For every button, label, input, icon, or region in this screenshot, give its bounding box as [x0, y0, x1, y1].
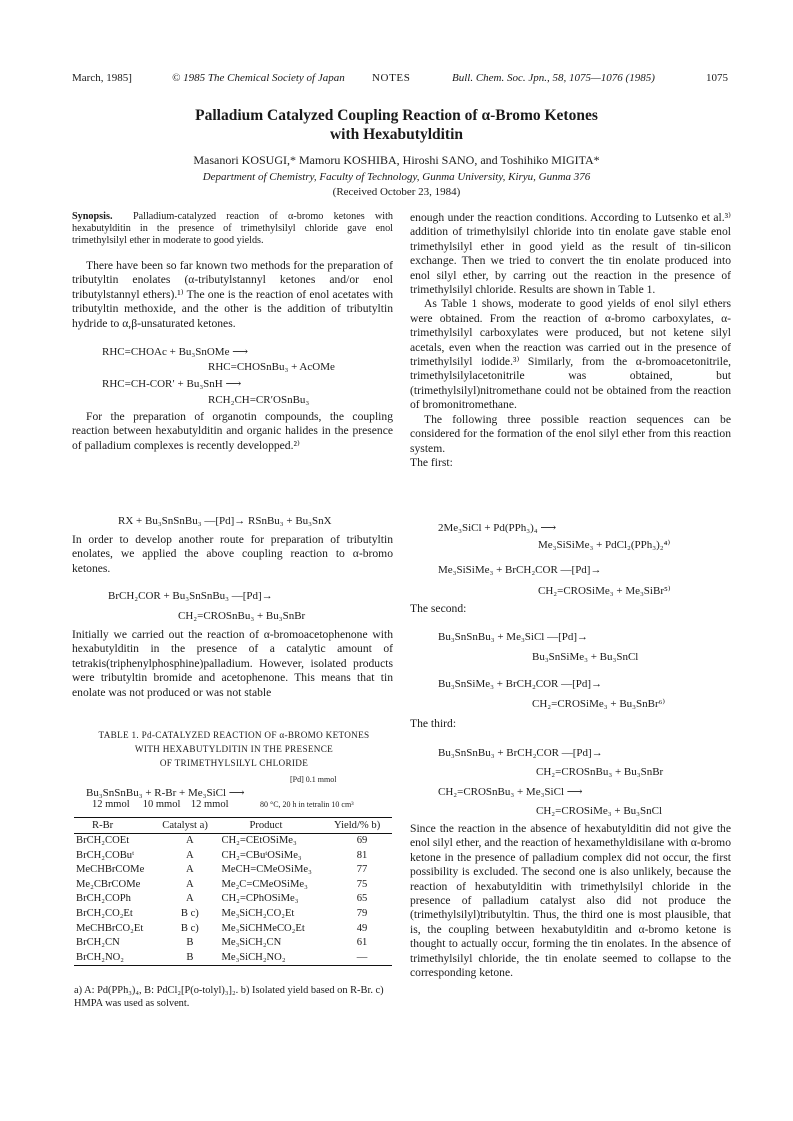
table-cell: 61: [356, 937, 368, 949]
table-caption-line2: WITH HEXABUTYLDITIN IN THE PRESENCE: [134, 744, 334, 754]
section-label: The second:: [410, 602, 467, 615]
table-cell: CH₂=CEtOSiMe₃: [221, 835, 297, 846]
equation: 2Me₃SiCl + Pd(PPh₃)₄ ⟶: [438, 522, 557, 534]
table-cell: 81: [356, 849, 368, 861]
paragraph: The following three possible reaction sequences can be considered for the formation of the enol silyl ether from this reaction system.: [410, 412, 731, 455]
table-cell: Me₃SiCHMeCO₂Et: [221, 922, 305, 934]
section-label: The first:: [410, 455, 453, 469]
left-column-mid: [72, 410, 393, 453]
paragraph: Since the reaction in the absence of hexabutylditin did not give the enol silyl ether, and the reaction of hexamethyldisilane with α-bromo ketone in the presence of palladium complex did not occur, the first possibility is excluded. The second one is also unlikely, because the reaction of hexabutylditin with trimethylsilyl chloride in the presence of palladium catalyst also did not produce the (trimethylsilyl)tributyltin. Thus, the third one is most plausible, that is, the coupling between hexabutylditin and α-bromo ketone is thought to actually occur, forming the tin enolates. In the absence of trimethylsilyl chloride, the tin enolate seemed to collapse to the corresponding ketone.: [410, 822, 731, 980]
table-caption-line3: OF TRIMETHYLSILYL CHLORIDE: [159, 758, 309, 768]
left-column-bottom: [72, 628, 393, 700]
results-table: [74, 817, 392, 966]
table-cell: —: [332, 951, 392, 966]
table-row: [74, 892, 392, 907]
table-cell: BrCH₂CO₂Et: [76, 907, 133, 919]
equation: BrCH₂COR + Bu₃SnSnBu₃ —[Pd]→: [108, 590, 273, 602]
table-header-row: [74, 818, 392, 834]
table-cell: BrCH₂COPh: [76, 893, 131, 905]
scheme-amounts: 12 mmol 10 mmol 12 mmol: [92, 799, 229, 810]
table-cell: A: [186, 835, 194, 846]
equation: Bu₃SnSnBu₃ + BrCH₂COR —[Pd]→: [438, 747, 603, 759]
equation: RHC=CHOSnBu₃ + AcOMe: [208, 361, 335, 373]
table-row: [74, 951, 392, 966]
table-cell: A: [186, 878, 194, 890]
table-cell: A: [186, 864, 194, 876]
table-cell: BrCH₂CN: [76, 937, 120, 949]
table-row: [74, 907, 392, 922]
table-row: [74, 834, 392, 849]
table-cell: 75: [356, 878, 368, 890]
equation: Me₃SiSiMe₃ + PdCl₂(PPh₃)₂⁴⁾: [538, 539, 671, 551]
table-cell: B: [160, 951, 219, 966]
right-column-bottom: [410, 822, 731, 980]
equation: CH₂=CROSiMe₃ + Bu₃SnCl: [536, 805, 662, 817]
table-caption-line1: TABLE 1. Pd-CATALYZED REACTION OF α-BROMO KETONES: [98, 730, 370, 740]
header-page-number: 1075: [706, 72, 728, 84]
affiliation: Department of Chemistry, Faculty of Technology, Gunma University, Kiryu, Gunma 376: [202, 171, 591, 183]
left-column-top: [72, 211, 393, 331]
third-label-wrap: [410, 717, 731, 731]
table-scheme: Bu₃SnSnBu₃ + R-Br + Me₃SiCl ⟶: [86, 787, 245, 799]
table-row: [74, 863, 392, 878]
table-cell: 65: [356, 893, 368, 905]
equation: CH₂=CROSnBu₃ + Bu₃SnBr: [178, 610, 306, 622]
equation: RHC=CH-COR′ + Bu₃SnH ⟶: [102, 378, 242, 390]
table-cell: BrCH₂NO₂: [74, 951, 160, 966]
left-column-mid2: [72, 533, 393, 576]
synopsis-label: Synopsis.: [72, 211, 113, 222]
equation: RCH₂CH=CR′OSnBu₃: [208, 394, 310, 406]
scheme-conditions-top: [Pd] 0.1 mmol: [290, 775, 337, 784]
synopsis-text: Palladium-catalyzed reaction of α-bromo ketones with hexabutylditin in the presence of trimethylsilyl chloride gave enol trimethylsilyl ether in moderate to good yields.: [72, 211, 394, 246]
table-row: [74, 936, 392, 951]
equation: RHC=CHOAc + Bu₃SnOMe ⟶: [102, 346, 248, 358]
table-cell: A: [186, 893, 194, 905]
table-cell: Me₃SiCH₂NO₂: [219, 951, 332, 966]
article-title-line1: Palladium Catalyzed Coupling Reaction of α-Bromo Ketones: [195, 107, 598, 124]
scheme-conditions-bottom: 80 °C, 20 h in tetralin 10 cm³: [260, 800, 354, 809]
table-cell: MeCHBrCOMe: [76, 864, 145, 876]
equation: CH₂=CROSnBu₃ + Bu₃SnBr: [536, 766, 664, 778]
column-header: R-Br: [74, 818, 160, 834]
table-cell: CH₂=CBuᵗOSiMe₃: [221, 849, 302, 861]
paragraph: There have been so far known two methods for the preparation of tributyltin enolates (α-tributylstannyl ketones and/or enol tributylstannyl ethers).¹⁾ The one is the reaction of enol acetates with tributyltin methoxide, and the other is the addition of tributyltin hydride to α,β-unsaturated ketones.: [72, 259, 393, 330]
equation: Bu₃SnSiMe₃ + BrCH₂COR —[Pd]→: [438, 678, 603, 690]
table-cell: Me₂CBrCOMe: [76, 878, 141, 890]
table-cell: CH₂=CPhOSiMe₃: [221, 893, 299, 905]
table-cell: Me₃SiCH₂CN: [221, 937, 282, 949]
second-label-wrap: [410, 602, 731, 616]
table-cell: BrCH₂COBuᵗ: [76, 849, 135, 861]
table-cell: A: [186, 849, 194, 861]
table-cell: 49: [356, 922, 368, 934]
table-cell: B c): [180, 922, 199, 934]
header-journal: Bull. Chem. Soc. Jpn., 58, 1075—1076 (1985): [452, 72, 655, 84]
table-cell: 77: [356, 864, 368, 876]
synopsis: [72, 211, 393, 247]
equation: CH₂=CROSiMe₃ + Bu₃SnBr⁶⁾: [532, 698, 666, 710]
paragraph: For the preparation of organotin compounds, the coupling reaction between hexabutylditin and organic halides in the presence of palladium complexes is recently developped.²⁾: [72, 410, 393, 452]
equation: Bu₃SnSnBu₃ + Me₃SiCl —[Pd]→: [438, 631, 589, 643]
authors: Masanori KOSUGI,* Mamoru KOSHIBA, Hiroshi SANO, and Toshihiko MIGITA*: [193, 153, 600, 167]
paragraph: As Table 1 shows, moderate to good yields of enol silyl ethers were obtained. From the reaction of α-bromo carboxylates, α-trimethylsilyl carboxylates were produced, but not ketene silyl acetals, even when the reaction was carried out in the presence of trimethylsilyl iodide.³⁾ Similarly, from the α-bromoacetonitrile, trimethylsilylacetonitrile was obtained, but (trimethylsilyl)nitromethane could not be obtained from the reaction of bromonitromethane.: [410, 297, 731, 412]
equation: Me₃SiSiMe₃ + BrCH₂COR —[Pd]→: [438, 564, 602, 576]
right-column-top: [410, 211, 731, 470]
paragraph: Initially we carried out the reaction of α-bromoacetophenone with hexabutylditin in the presence of a catalytic amount of tetrakis(triphenylphosphine)palladium. However, isolated products were tributyltin bromide and acetophenone. This means that tin enolate was not produced or was not stable: [72, 628, 393, 699]
table-cell: MeCHBrCO₂Et: [76, 922, 144, 934]
table-footnote: a) A: Pd(PPh₃)₄, B: PdCl₂[P(o-tolyl)₃]₂. b) Isolated yield based on R-Br. c) HMPA was used as solvent.: [74, 985, 384, 1009]
header-section: NOTES: [372, 72, 411, 84]
paragraph: In order to develop another route for preparation of tributyltin enolates, we applied the above coupling reaction to α-bromo ketones.: [72, 533, 393, 575]
table-cell: MeCH=CMeOSiMe₃: [221, 864, 312, 876]
received-date: (Received October 23, 1984): [332, 186, 461, 198]
table-cell: B: [186, 937, 194, 949]
equation: CH₂=CROSnBu₃ + Me₃SiCl ⟶: [438, 786, 583, 798]
column-header: Catalyst a): [160, 818, 219, 834]
table-cell: B c): [180, 907, 199, 919]
table-cell: 69: [356, 835, 368, 846]
header-copyright: © 1985 The Chemical Society of Japan: [172, 72, 345, 84]
column-header: Product: [219, 818, 332, 834]
equation: Bu₃SnSiMe₃ + Bu₃SnCl: [532, 651, 639, 663]
table-row: [74, 849, 392, 864]
column-header: Yield/% b): [332, 818, 392, 834]
header-date: March, 1985]: [72, 72, 132, 84]
table-row: [74, 878, 392, 893]
article-title-line2: with Hexabutylditin: [329, 126, 464, 143]
table-cell: Me₂C=CMeOSiMe₃: [221, 878, 308, 890]
table-cell: Me₃SiCH₂CO₂Et: [221, 907, 295, 919]
equation: CH₂=CROSiMe₃ + Me₃SiBr⁵⁾: [538, 585, 671, 597]
table-cell: 79: [356, 907, 368, 919]
section-label: The third:: [410, 717, 457, 730]
paragraph: enough under the reaction conditions. According to Lutsenko et al.³⁾ addition of trimethylsilyl chloride into tin enolate gave stable enol trimethylsilyl ether in good yield as the result of tin-silicon exchange. Then we tried to convert the tin enolate produced into enol silyl ether, by carring out the reaction in the presence of trimethylsilyl chloride. Results are shown in Table 1.: [410, 211, 731, 297]
equation: RX + Bu₃SnSnBu₃ —[Pd]→ RSnBu₃ + Bu₃SnX: [118, 515, 332, 527]
table-row: [74, 922, 392, 937]
table-cell: BrCH₂COEt: [76, 835, 130, 846]
